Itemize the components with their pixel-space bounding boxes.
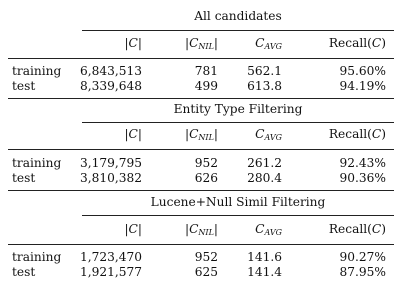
- header-c: |C|: [124, 36, 142, 50]
- section-title: Lucene+Null Simil Filtering: [150, 195, 326, 209]
- section-title: Entity Type Filtering: [173, 102, 303, 116]
- row-label: training: [12, 156, 62, 170]
- cell-cnil: 952: [194, 156, 218, 170]
- cell-recall: 94.19%: [339, 79, 386, 93]
- header-c: |C|: [124, 222, 142, 236]
- rule: [8, 149, 394, 150]
- table-row: [8, 249, 394, 265]
- section-title: All candidates: [194, 9, 282, 23]
- table-row: [8, 170, 394, 186]
- header-row: [8, 35, 394, 51]
- header-cnil: $|C_{NIL}|$: [184, 127, 218, 142]
- rule: [8, 98, 394, 99]
- table-row: [8, 155, 394, 171]
- header-row: [8, 221, 394, 237]
- rule: [8, 58, 394, 59]
- cell-cavg: 141.4: [247, 265, 282, 279]
- cell-cnil: 499: [194, 79, 218, 93]
- header-row: [8, 126, 394, 142]
- header-cnil: $|C_{NIL}|$: [184, 222, 218, 237]
- cell-c: 6,843,513: [79, 64, 142, 78]
- header-c: |C|: [124, 127, 142, 141]
- cell-c: 1,921,577: [79, 265, 142, 279]
- header-cnil: $|C_{NIL}|$: [184, 36, 218, 51]
- table-row: [8, 264, 394, 280]
- cell-recall: 90.36%: [339, 171, 386, 185]
- header-cavg: $C_{AVG}$: [255, 36, 282, 51]
- cell-cnil: 952: [194, 250, 218, 264]
- cell-recall: 95.60%: [339, 64, 386, 78]
- header-recall: Recall(C): [328, 222, 386, 236]
- row-label: training: [12, 250, 62, 264]
- table-row: [8, 63, 394, 79]
- cell-c: 8,339,648: [79, 79, 142, 93]
- rule: [8, 244, 394, 245]
- rule: [82, 30, 394, 31]
- cell-cnil: 626: [194, 171, 218, 185]
- cell-recall: 87.95%: [339, 265, 386, 279]
- cell-cavg: 562.1: [247, 64, 282, 78]
- cell-recall: 90.27%: [339, 250, 386, 264]
- row-label: training: [12, 64, 62, 78]
- header-cavg: $C_{AVG}$: [255, 222, 282, 237]
- row-label: test: [12, 265, 36, 279]
- cell-cnil: 781: [194, 64, 218, 78]
- cell-cavg: 141.6: [247, 250, 282, 264]
- cell-cavg: 613.8: [247, 79, 282, 93]
- cell-c: 1,723,470: [79, 250, 142, 264]
- row-label: test: [12, 79, 36, 93]
- cell-cavg: 261.2: [247, 156, 282, 170]
- cell-recall: 92.43%: [339, 156, 386, 170]
- cell-cavg: 280.4: [247, 171, 282, 185]
- row-label: test: [12, 171, 36, 185]
- cell-cnil: 625: [194, 265, 218, 279]
- cell-c: 3,810,382: [79, 171, 142, 185]
- rule: [8, 190, 394, 191]
- table-row: [8, 78, 394, 94]
- rule: [82, 215, 394, 216]
- rule: [82, 122, 394, 123]
- header-recall: Recall(C): [328, 36, 386, 50]
- cell-c: 3,179,795: [79, 156, 142, 170]
- header-recall: Recall(C): [328, 127, 386, 141]
- header-cavg: $C_{AVG}$: [255, 127, 282, 142]
